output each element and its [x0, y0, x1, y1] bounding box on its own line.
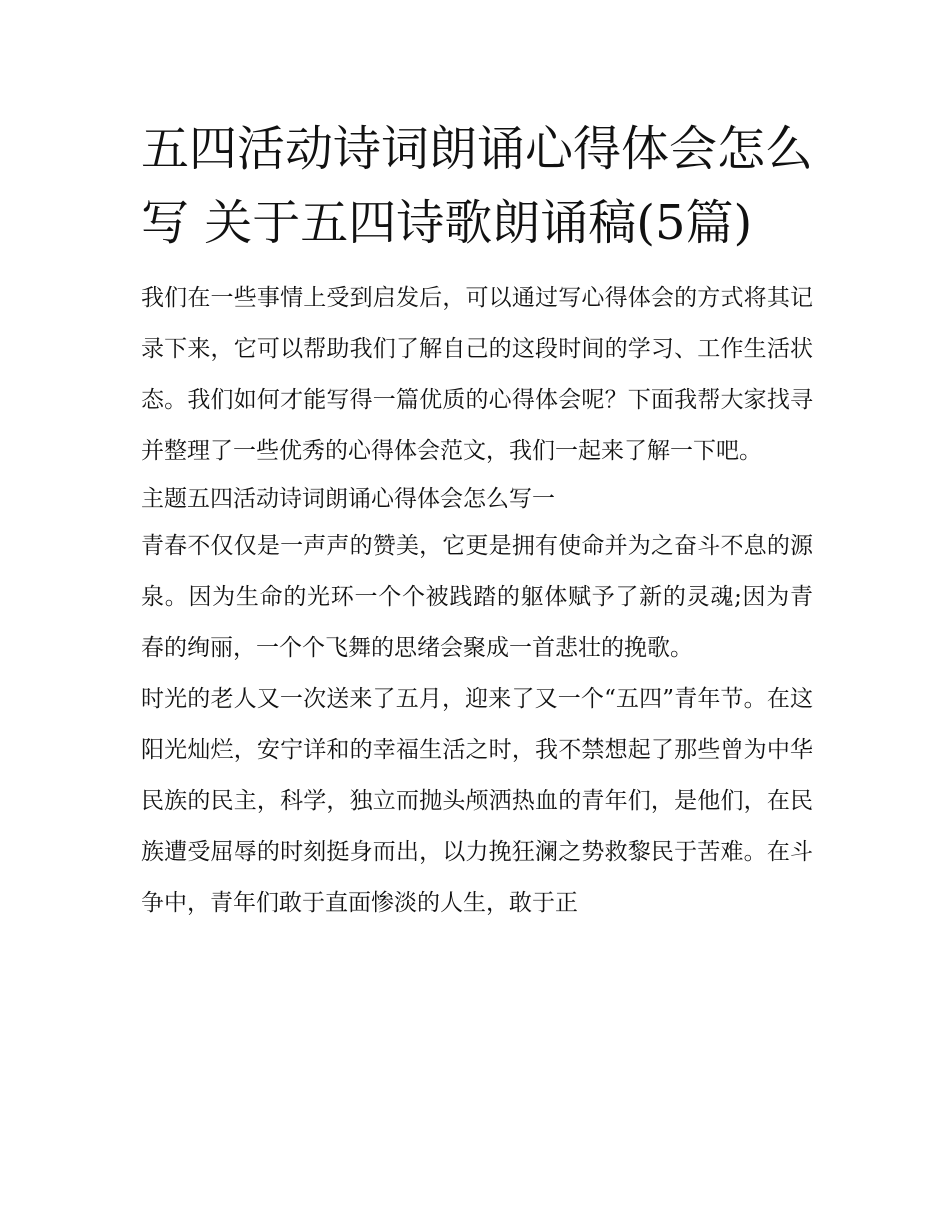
section-heading: 主题五四活动诗词朗诵心得体会怎么写一 [141, 486, 555, 512]
body-paragraph-1: 青春不仅仅是一声声的赞美，它更是拥有使命并为之奋斗不息的源泉。因为生命的光环一个个被践踏的躯体赋予了新的灵魂;因为青春的绚丽，一个个飞舞的思绪会聚成一首悲壮的挽歌。 [141, 533, 813, 661]
body-paragraph-2: 时光的老人又一次送来了五月，迎来了又一个“五四”青年节。在这阳光灿烂，安宁详和的幸福生活之时，我不禁想起了那些曾为中华民族的民主，科学，独立而抛头颅洒热血的青年们，是他们，在民族遭受屈辱的时刻挺身而出，以力挽狂澜之势救黎民于苦难。在斗争中，青年们敢于直面惨淡的人生，敢于正 [141, 686, 813, 916]
document-title: 五四活动诗词朗诵心得体会怎么写 关于五四诗歌朗诵稿(5篇) [141, 121, 814, 251]
document-page [141, 112, 813, 929]
document-body [141, 273, 813, 929]
intro-paragraph: 我们在一些事情上受到启发后，可以通过写心得体会的方式将其记录下来，它可以帮助我们了解自己的这段时间的学习、工作生活状态。我们如何才能写得一篇优质的心得体会呢？下面我帮大家找寻并整理了一些优秀的心得体会范文，我们一起来了解一下吧。 [141, 285, 813, 464]
